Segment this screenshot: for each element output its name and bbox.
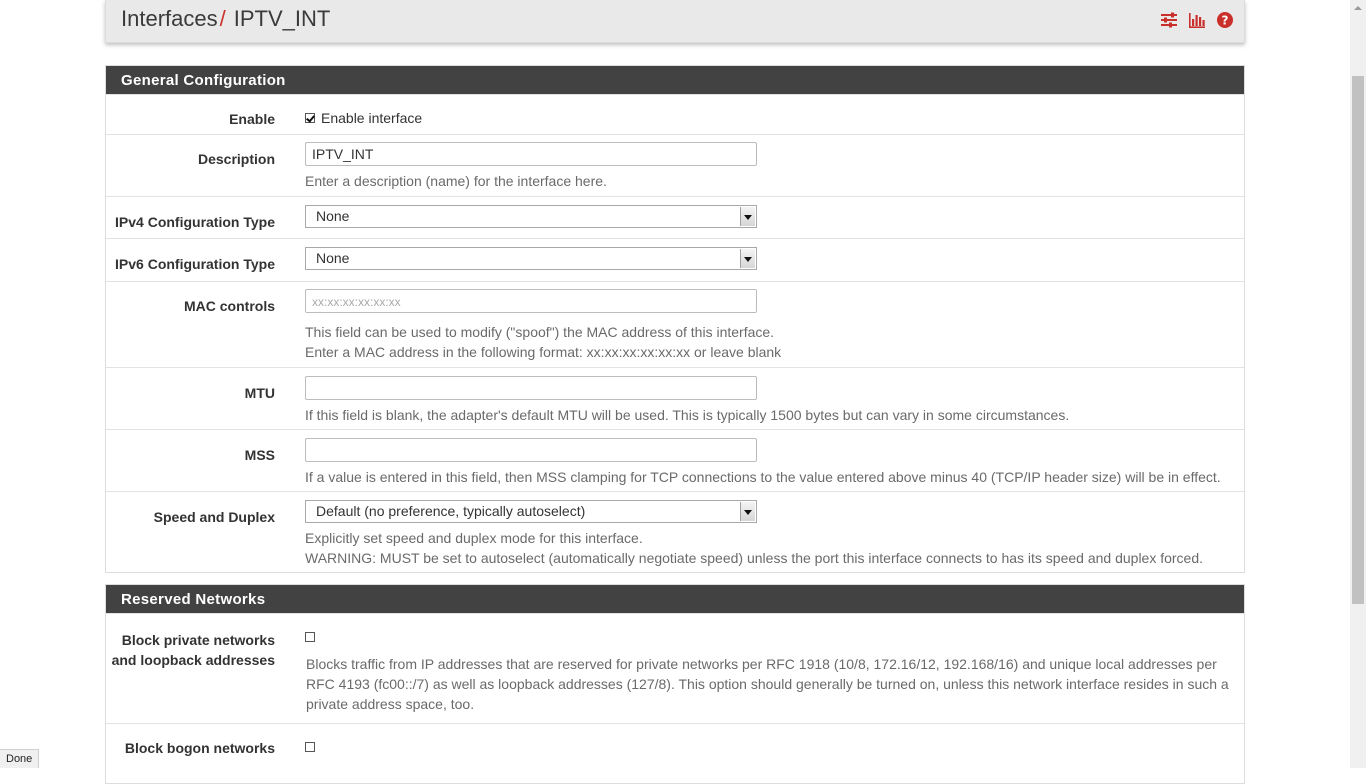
description-field (305, 142, 757, 191)
mac-label: MAC controls (184, 298, 275, 314)
speed-duplex-value: Default (no preference, typically autoselect) (316, 503, 586, 519)
speed-duplex-help-1: Explicitly set speed and duplex mode for this interface. (305, 530, 643, 546)
description-input[interactable] (305, 142, 757, 166)
enable-row (106, 94, 1244, 134)
block-bogon-label: Block bogon networks (124, 740, 275, 756)
enable-checkbox-label[interactable]: Enable interface (321, 109, 423, 126)
mss-input[interactable] (305, 438, 757, 462)
vertical-scrollbar[interactable] (1350, 0, 1366, 768)
block-private-help-1: Blocks traffic from IP addresses that are reserved for private networks per RFC 1918 (10/8, 172.16/12, 192.168/16) and unique local addresses per (306, 656, 1217, 672)
breadcrumb-interfaces-link[interactable]: Interfaces (121, 6, 218, 31)
block-private-row (106, 613, 1244, 723)
block-private-field (305, 628, 315, 646)
mss-field (305, 438, 1221, 487)
breadcrumb-current: IPTV_INT (233, 6, 331, 31)
mac-help-1: This field can be used to modify ("spoof") the MAC address of this interface. (305, 324, 775, 340)
browser-status-bar: Done (0, 749, 39, 768)
help-icon[interactable] (1216, 11, 1234, 29)
enable-label: Enable (229, 111, 275, 127)
block-private-label-line-1: Block private networks (121, 632, 275, 648)
bar-chart-icon[interactable] (1188, 11, 1206, 29)
ipv4-config-select[interactable] (305, 205, 757, 228)
breadcrumb (121, 6, 330, 32)
description-row (106, 134, 1244, 196)
block-private-checkbox[interactable] (305, 632, 315, 642)
mac-help-2: Enter a MAC address in the following format: xx:xx:xx:xx:xx:xx or leave blank (305, 344, 782, 360)
reserved-networks-heading: Reserved Networks (106, 585, 1244, 613)
block-private-help-2: RFC 4193 (fc00::/7) as well as loopback addresses (127/8). This option should generally be turned on, unless this network interface resides in such a (306, 676, 1229, 692)
ipv6-config-select[interactable] (305, 247, 757, 270)
mss-row (106, 429, 1244, 491)
ipv4-label: IPv4 Configuration Type (115, 214, 275, 230)
speed-duplex-label: Speed and Duplex (153, 509, 275, 525)
mtu-label: MTU (244, 385, 275, 401)
scrollbar-thumb[interactable] (1352, 76, 1364, 604)
enable-field (305, 109, 422, 127)
ipv4-row (106, 196, 1244, 238)
svg-text:?: ? (1221, 13, 1229, 28)
block-bogon-checkbox[interactable] (305, 742, 315, 752)
mac-row (106, 281, 1244, 367)
block-private-help (306, 654, 1236, 714)
ipv4-config-value: None (316, 208, 350, 224)
mtu-field (305, 376, 1069, 425)
dropdown-arrow-icon[interactable] (740, 249, 755, 268)
ipv6-config-value: None (316, 250, 350, 266)
reserved-networks-panel (105, 584, 1245, 784)
block-private-label-line-2: and loopback addresses (111, 652, 275, 668)
mtu-input[interactable] (305, 376, 757, 400)
page-header (105, 0, 1245, 43)
enable-checkbox[interactable] (305, 113, 315, 123)
dropdown-arrow-icon[interactable] (740, 502, 755, 521)
ipv6-row (106, 238, 1244, 281)
dropdown-arrow-icon[interactable] (740, 207, 755, 226)
mss-help: If a value is entered in this field, then MSS clamping for TCP connections to the value entered above minus 40 (TCP/IP header size) will be in effect. (305, 469, 1221, 485)
speed-duplex-select[interactable] (305, 500, 757, 523)
block-private-help-3: private address space, too. (306, 696, 475, 712)
speed-duplex-row (106, 491, 1244, 571)
ipv6-label: IPv6 Configuration Type (115, 256, 275, 272)
ipv4-field (305, 205, 757, 228)
mac-field (305, 289, 781, 362)
mss-label: MSS (244, 447, 275, 463)
block-bogon-row (106, 723, 1244, 783)
speed-duplex-field (305, 500, 1203, 568)
general-configuration-heading: General Configuration (106, 66, 1244, 94)
mtu-row (106, 367, 1244, 429)
block-private-label (106, 630, 275, 670)
mtu-help: If this field is blank, the adapter's default MTU will be used. This is typically 1500 bytes but can vary in some circumstances. (305, 407, 1070, 423)
speed-duplex-help-2: WARNING: MUST be set to autoselect (automatically negotiate speed) unless the port this interface connects to has its speed and duplex forced. (305, 550, 1204, 566)
breadcrumb-separator: / (219, 6, 226, 31)
block-bogon-field (305, 738, 315, 756)
scroll-up-arrow-icon[interactable] (1350, 0, 1366, 16)
description-label: Description (197, 151, 275, 167)
mac-address-input[interactable] (305, 289, 757, 313)
ipv6-field (305, 247, 757, 270)
sliders-icon[interactable] (1160, 11, 1178, 29)
header-icons (1160, 11, 1234, 29)
general-configuration-panel (105, 65, 1245, 573)
description-help: Enter a description (name) for the interface here. (305, 173, 607, 189)
